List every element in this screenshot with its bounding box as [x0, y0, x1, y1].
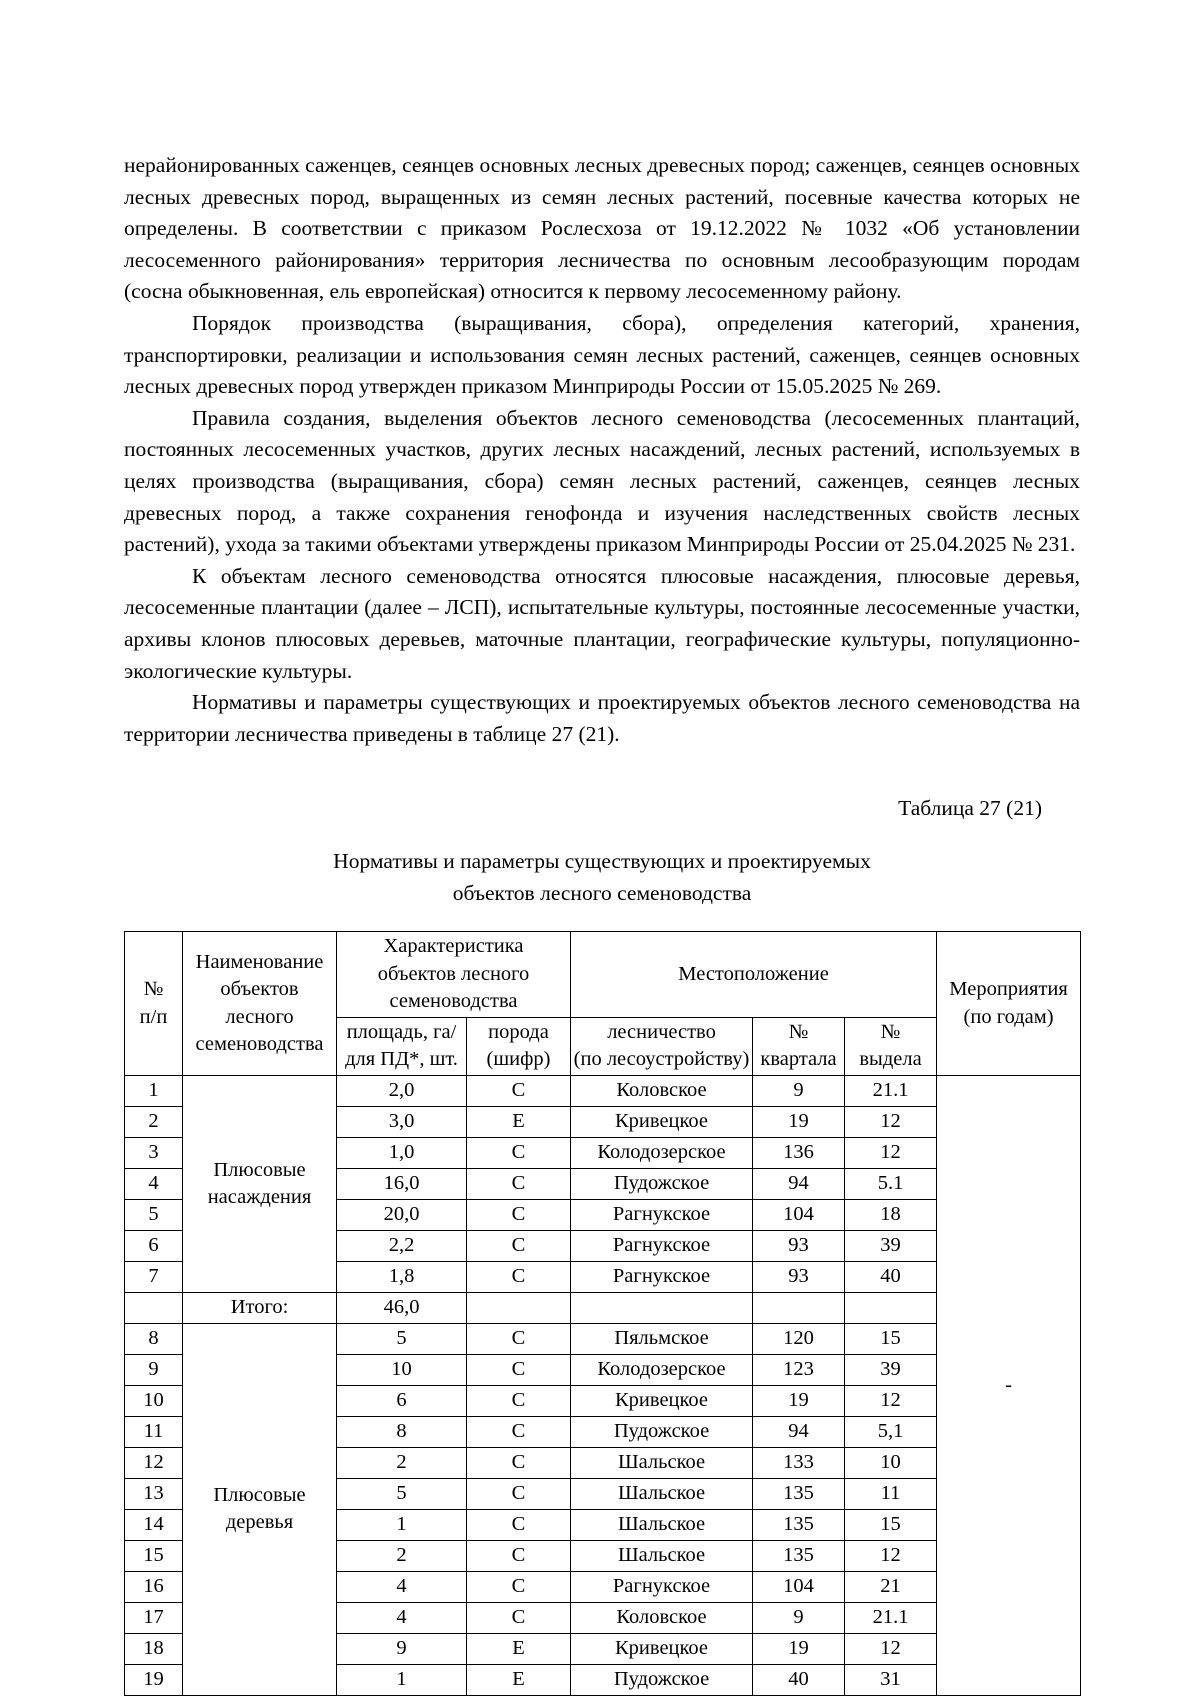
cell-breed: Е — [467, 1633, 571, 1664]
cell-area: 1 — [337, 1664, 467, 1695]
group-label-plus-trees-line-1: Плюсовые — [213, 1484, 306, 1507]
cell-quarter: 94 — [753, 1168, 845, 1199]
cell-breed: С — [467, 1199, 571, 1230]
header-location: Местоположение — [571, 932, 937, 1018]
header-number-line-2: п/п — [139, 1005, 168, 1028]
group-label-plus-stands — [183, 1075, 337, 1292]
cell-number: 14 — [125, 1509, 183, 1540]
seed-production-table — [124, 931, 1081, 1696]
cell-quarter: 9 — [753, 1075, 845, 1106]
cell-vydel: 21.1 — [845, 1602, 937, 1633]
cell-breed: С — [467, 1385, 571, 1416]
cell-vydel: 15 — [845, 1323, 937, 1354]
cell-area: 4 — [337, 1602, 467, 1633]
header-characteristic-line-2: объектов лесного — [377, 962, 530, 985]
cell-forestry: Шальское — [571, 1447, 753, 1478]
cell-vydel: 12 — [845, 1385, 937, 1416]
cell-vydel: 12 — [845, 1106, 937, 1137]
header-measures-line-2: (по годам) — [963, 1005, 1054, 1028]
paragraph-3: Правила создания, выделения объектов лесного семеноводства (лесосеменных плантаций, постоянных лесосеменных участков, других лесных насаждений, лесных растений, используемых в целях производства (выращивания, сбора) семян лесных растений, саженцев, сеянцев лесных древесных пород, а также сохранения генофонда и изучения наследственных свойств лесных растений), ухода за такими объектами утверждены приказом Минприроды России от 25.04.2025 № 231. — [124, 405, 1080, 557]
cell-vydel: 15 — [845, 1509, 937, 1540]
cell-number: 6 — [125, 1230, 183, 1261]
cell-vydel: 21 — [845, 1571, 937, 1602]
cell-quarter: 19 — [753, 1385, 845, 1416]
cell-quarter: 133 — [753, 1447, 845, 1478]
cell-area: 8 — [337, 1416, 467, 1447]
cell-breed: С — [467, 1509, 571, 1540]
total-breed-empty — [467, 1292, 571, 1323]
cell-forestry: Коловское — [571, 1602, 753, 1633]
total-vydel-empty — [845, 1292, 937, 1323]
group-label-plus-stands-line-2: насаждения — [207, 1185, 312, 1208]
cell-forestry: Пудожское — [571, 1664, 753, 1695]
group-label-plus-trees — [183, 1323, 337, 1695]
table-title — [124, 846, 1080, 909]
cell-measures: - — [937, 1075, 1081, 1695]
cell-number: 11 — [125, 1416, 183, 1447]
header-quarter-line-2: квартала — [760, 1048, 837, 1071]
cell-breed: С — [467, 1478, 571, 1509]
cell-quarter: 135 — [753, 1540, 845, 1571]
cell-quarter: 40 — [753, 1664, 845, 1695]
paragraph-2: Порядок производства (выращивания, сбора), определения категорий, хранения, транспортировки, реализации и использования семян лесных растений, саженцев, сеянцев основных лесных древесных пород утвержден приказом Минприроды России от 15.05.2025 № 269. — [124, 310, 1080, 399]
table-row — [125, 1075, 1081, 1106]
header-object-name — [183, 932, 337, 1076]
cell-number-empty — [125, 1292, 183, 1323]
cell-quarter: 104 — [753, 1199, 845, 1230]
cell-area: 1 — [337, 1509, 467, 1540]
cell-breed: С — [467, 1540, 571, 1571]
cell-number: 17 — [125, 1602, 183, 1633]
cell-quarter: 93 — [753, 1261, 845, 1292]
cell-area: 4 — [337, 1571, 467, 1602]
cell-quarter: 104 — [753, 1571, 845, 1602]
cell-quarter: 123 — [753, 1354, 845, 1385]
header-breed — [467, 1017, 571, 1075]
cell-area: 2 — [337, 1540, 467, 1571]
cell-quarter: 9 — [753, 1602, 845, 1633]
cell-vydel: 12 — [845, 1137, 937, 1168]
header-forestry — [571, 1017, 753, 1075]
cell-quarter: 135 — [753, 1509, 845, 1540]
table-header-row-1 — [125, 932, 1081, 1018]
header-quarter — [753, 1017, 845, 1075]
cell-quarter: 120 — [753, 1323, 845, 1354]
cell-breed: С — [467, 1602, 571, 1633]
paragraph-4: К объектам лесного семеноводства относятся плюсовые насаждения, плюсовые деревья, лесосеменные плантации (далее – ЛСП), испытательные культуры, постоянные лесосеменные участки, архивы клонов плюсовых деревьев, маточные плантации, географические культуры, популяционно-экологические культуры. — [124, 563, 1080, 683]
cell-quarter: 93 — [753, 1230, 845, 1261]
table-title-line-2: объектов лесного семеноводства — [452, 880, 752, 905]
cell-forestry: Шальское — [571, 1540, 753, 1571]
cell-breed: С — [467, 1261, 571, 1292]
cell-breed: С — [467, 1230, 571, 1261]
cell-forestry: Кривецкое — [571, 1633, 753, 1664]
header-area — [337, 1017, 467, 1075]
cell-number: 3 — [125, 1137, 183, 1168]
cell-number: 13 — [125, 1478, 183, 1509]
cell-area: 3,0 — [337, 1106, 467, 1137]
cell-breed: С — [467, 1354, 571, 1385]
header-breed-line-2: (шифр) — [486, 1048, 551, 1071]
cell-number: 7 — [125, 1261, 183, 1292]
cell-breed: С — [467, 1075, 571, 1106]
cell-breed: Е — [467, 1106, 571, 1137]
paragraph-5: Нормативы и параметры существующих и проектируемых объектов лесного семеноводства на территории лесничества приведены в таблице 27 (21). — [124, 690, 1080, 746]
header-characteristic-line-1: Характеристика — [383, 935, 524, 958]
header-forestry-line-2: (по лесоустройству) — [573, 1048, 750, 1071]
cell-number: 2 — [125, 1106, 183, 1137]
cell-forestry: Кривецкое — [571, 1385, 753, 1416]
cell-area: 6 — [337, 1385, 467, 1416]
header-area-line-1: площадь, га/ — [346, 1020, 457, 1043]
cell-forestry: Пудожское — [571, 1416, 753, 1447]
cell-area: 10 — [337, 1354, 467, 1385]
cell-area: 5 — [337, 1478, 467, 1509]
paragraph-1: нерайонированных саженцев, сеянцев основных лесных древесных пород; саженцев, сеянцев основных лесных древесных пород, выращенных из семян лесных растений, посевные качества которых не определены. В соответствии с приказом Рослесхоза от 19.12.2022 № 1032 «Об установлении лесосеменного районирования» территория лесничества по основным лесообразующим породам (сосна обыкновенная, ель европейская) относится к первому лесосеменному району. — [124, 153, 1080, 304]
header-object-name-line-1: Наименование — [195, 950, 324, 973]
cell-breed: С — [467, 1571, 571, 1602]
header-characteristic-line-3: семеноводства — [389, 990, 518, 1013]
cell-forestry: Шальское — [571, 1509, 753, 1540]
cell-vydel: 5.1 — [845, 1168, 937, 1199]
header-vydel-line-2: выдела — [859, 1048, 922, 1071]
cell-area: 2 — [337, 1447, 467, 1478]
cell-forestry: Рагнукское — [571, 1230, 753, 1261]
cell-breed: С — [467, 1168, 571, 1199]
cell-quarter: 135 — [753, 1478, 845, 1509]
cell-number: 9 — [125, 1354, 183, 1385]
header-object-name-line-2: объектов лесного — [220, 978, 299, 1028]
cell-number: 4 — [125, 1168, 183, 1199]
header-vydel-line-1: № — [880, 1020, 901, 1043]
cell-vydel: 39 — [845, 1354, 937, 1385]
cell-number: 8 — [125, 1323, 183, 1354]
cell-breed: С — [467, 1447, 571, 1478]
cell-area: 1,8 — [337, 1261, 467, 1292]
cell-vydel: 5,1 — [845, 1416, 937, 1447]
cell-quarter: 94 — [753, 1416, 845, 1447]
cell-forestry: Коловское — [571, 1075, 753, 1106]
table-body — [125, 1075, 1081, 1695]
body-text-block — [124, 150, 1080, 750]
header-forestry-line-1: лесничество — [607, 1020, 716, 1043]
cell-vydel: 40 — [845, 1261, 937, 1292]
header-characteristic — [337, 932, 571, 1018]
cell-area: 5 — [337, 1323, 467, 1354]
cell-forestry: Пудожское — [571, 1168, 753, 1199]
table-title-line-1: Нормативы и параметры существующих и проектируемых — [333, 849, 871, 874]
total-label: Итого: — [183, 1292, 337, 1323]
cell-vydel: 39 — [845, 1230, 937, 1261]
cell-vydel: 21.1 — [845, 1075, 937, 1106]
cell-area: 9 — [337, 1633, 467, 1664]
cell-forestry: Рагнукское — [571, 1261, 753, 1292]
header-measures-line-1: Мероприятия — [949, 978, 1068, 1001]
cell-area: 2,0 — [337, 1075, 467, 1106]
cell-forestry: Шальское — [571, 1478, 753, 1509]
cell-forestry: Колодозерское — [571, 1137, 753, 1168]
cell-number: 1 — [125, 1075, 183, 1106]
cell-vydel: 10 — [845, 1447, 937, 1478]
group-label-plus-trees-line-2: деревья — [225, 1511, 294, 1534]
cell-quarter: 19 — [753, 1633, 845, 1664]
total-area: 46,0 — [337, 1292, 467, 1323]
cell-breed: С — [467, 1323, 571, 1354]
cell-number: 16 — [125, 1571, 183, 1602]
table-header — [125, 932, 1081, 1076]
group-label-plus-stands-line-1: Плюсовые — [213, 1158, 306, 1181]
cell-quarter: 19 — [753, 1106, 845, 1137]
cell-area: 1,0 — [337, 1137, 467, 1168]
cell-forestry: Рагнукское — [571, 1199, 753, 1230]
header-quarter-line-1: № — [788, 1020, 809, 1043]
cell-vydel: 12 — [845, 1633, 937, 1664]
header-object-name-line-3: семеноводства — [195, 1033, 324, 1056]
cell-vydel: 18 — [845, 1199, 937, 1230]
cell-vydel: 31 — [845, 1664, 937, 1695]
cell-area: 2,2 — [337, 1230, 467, 1261]
cell-forestry: Пяльмское — [571, 1323, 753, 1354]
table-number-label: Таблица 27 (21) — [898, 796, 1042, 821]
cell-forestry: Рагнукское — [571, 1571, 753, 1602]
cell-number: 15 — [125, 1540, 183, 1571]
cell-forestry: Кривецкое — [571, 1106, 753, 1137]
cell-area: 16,0 — [337, 1168, 467, 1199]
cell-breed: Е — [467, 1664, 571, 1695]
cell-number: 19 — [125, 1664, 183, 1695]
header-breed-line-1: порода — [488, 1020, 549, 1043]
cell-quarter: 136 — [753, 1137, 845, 1168]
total-quarter-empty — [753, 1292, 845, 1323]
header-measures — [937, 932, 1081, 1076]
header-number-line-1: № — [143, 978, 164, 1001]
cell-forestry: Колодозерское — [571, 1354, 753, 1385]
cell-number: 18 — [125, 1633, 183, 1664]
cell-area: 20,0 — [337, 1199, 467, 1230]
total-forestry-empty — [571, 1292, 753, 1323]
cell-number: 10 — [125, 1385, 183, 1416]
cell-number: 5 — [125, 1199, 183, 1230]
header-number — [125, 932, 183, 1076]
cell-vydel: 11 — [845, 1478, 937, 1509]
cell-number: 12 — [125, 1447, 183, 1478]
cell-breed: С — [467, 1416, 571, 1447]
cell-breed: С — [467, 1137, 571, 1168]
header-vydel — [845, 1017, 937, 1075]
header-area-line-2: для ПД*, шт. — [345, 1048, 458, 1071]
cell-vydel: 12 — [845, 1540, 937, 1571]
